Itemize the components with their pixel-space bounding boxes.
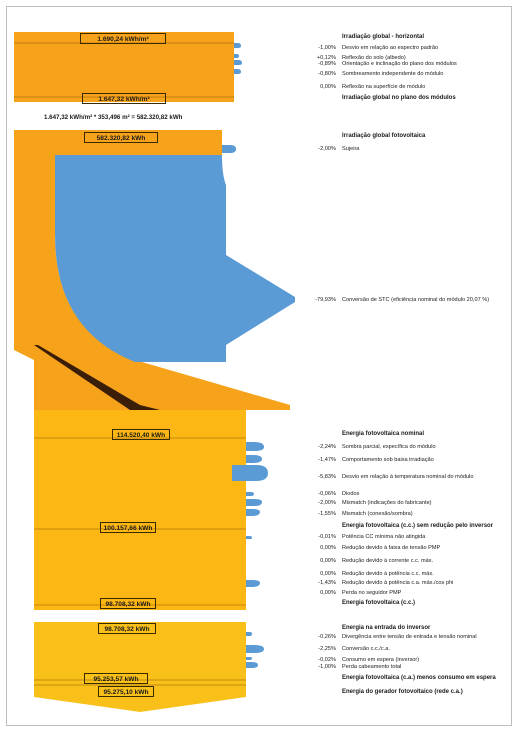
pct-row: -2,00% <box>318 146 336 152</box>
stc-conversion-loss <box>55 155 295 362</box>
value-box-global-horizontal: 1.690,24 kWh/m² <box>80 33 166 44</box>
header-dc-energy: Energia fotovoltaica (c.c.) <box>342 600 416 606</box>
pct-row: -0,89% <box>318 61 336 67</box>
label-row: Sombra parcial, específica do módulo <box>342 444 436 450</box>
pct-row: -1,55% <box>318 511 336 517</box>
label-row: Perda cabeamento total <box>342 664 402 670</box>
pct-row: -1,43% <box>318 580 336 586</box>
pct-row: -2,24% <box>318 444 336 450</box>
label-row: Desvio em relação ao espectro padrão <box>342 45 439 51</box>
irradiation-loss-arrows <box>234 43 242 74</box>
pct-row: -79,93% <box>315 297 336 303</box>
value-box-inverter-input: 98.708,32 kWh <box>98 623 156 634</box>
pct-row: 0,00% <box>320 590 336 596</box>
label-row: Potência CC mínima não atingida <box>342 534 426 540</box>
pct-row: -1,00% <box>318 45 336 51</box>
value-box-ac-minus-standby: 95.253,57 kWh <box>84 673 148 684</box>
label-row: Sujeira <box>342 146 360 152</box>
label-row: Comportamento sob baixa irradiação <box>342 457 434 463</box>
pct-row: -1,00% <box>318 664 336 670</box>
pct-row: -1,47% <box>318 457 336 463</box>
label-row: Conversão c.c./c.a. <box>342 646 390 652</box>
pct-row: 0,00% <box>320 84 336 90</box>
value-box-global-module-plane: 1.647,32 kWh/m² <box>82 93 166 104</box>
label-row: Orientação e inclinação do plano dos módulos <box>342 61 457 67</box>
label-row: Sombreamento independente do módulo <box>342 71 444 77</box>
header-nominal-energy: Energia fotovoltaica nominal <box>342 431 425 437</box>
inverter-loss-arrows <box>246 632 264 668</box>
label-row: Redução devido à faixa de tensão PMP <box>342 545 441 551</box>
label-row: Desvio em relação à temperatura nominal do módulo <box>342 474 474 480</box>
header-inverter-input: Energia na entrada do inversor <box>342 625 431 631</box>
value-box-pv-irradiation: 582.320,82 kWh <box>84 132 158 143</box>
pct-row: 0,00% <box>320 571 336 577</box>
pct-row: -2,25% <box>318 646 336 652</box>
label-row: Consumo em espera (inversor) <box>342 657 420 663</box>
soiling-arrow <box>222 145 236 153</box>
area-formula: 1.647,32 kWh/m² * 353,496 m² = 582.320,82 kWh <box>44 114 183 121</box>
pct-row: -0,06% <box>318 491 336 497</box>
pct-row: -0,02% <box>318 657 336 663</box>
stc-flow-top-fill <box>14 145 222 155</box>
label-row: Redução devido à corrente c.c. máx. <box>342 558 434 564</box>
value-box-dc-no-inverter-reduction: 100.157,66 kWh <box>100 522 156 533</box>
pct-row: -5,83% <box>318 474 336 480</box>
value-box-dc-energy: 98.708,32 kWh <box>100 598 156 609</box>
label-row: Reflexão na superfície de módulo <box>342 84 426 90</box>
header-global-horizontal: Irradiação global - horizontal <box>342 34 425 40</box>
label-row: Mismatch (conexão/sombra) <box>342 511 413 517</box>
header-global-module-plane: Irradiação global no plano dos módulos <box>342 95 456 101</box>
pct-row: +0,12% <box>316 55 336 61</box>
pct-row: 0,00% <box>320 558 336 564</box>
header-pv-irradiation: Irradiação global fotovoltaica <box>342 133 426 139</box>
pct-row: -0,26% <box>318 634 336 640</box>
header-grid-energy: Energia do gerador fotovoltaico (rede c.a.) <box>342 689 463 695</box>
label-row: Conversão de STC (eficiência nominal do módulo 20,07 %) <box>342 297 490 303</box>
pct-row: 0,00% <box>320 545 336 551</box>
pct-row: -0,80% <box>318 71 336 77</box>
inverter-energy-block <box>34 622 246 712</box>
label-row: Redução devido à potência c.a. máx./cos phi <box>342 580 454 586</box>
label-row: Redução devido à potência c.c. máx. <box>342 571 434 577</box>
value-box-grid-energy: 95.275,10 kWh <box>98 686 154 697</box>
header-dc-no-inverter-reduction: Energia fotovoltaica (c.c.) sem redução pelo inversor <box>342 523 494 529</box>
pct-row: -2,00% <box>318 500 336 506</box>
value-box-nominal-energy: 114.520,40 kWh <box>112 429 170 440</box>
label-row: Diodos <box>342 491 360 497</box>
label-row: Divergência entre tensão de entrada e tensão nominal <box>342 634 477 640</box>
label-row: Reflexão do solo (albedo) <box>342 55 406 61</box>
pct-row: -0,01% <box>318 534 336 540</box>
label-row: Perda no seguidor PMP <box>342 590 402 596</box>
header-ac-minus-standby: Energia fotovoltaica (c.a.) menos consumo em espera <box>342 675 496 681</box>
label-row: Mismatch (indicações do fabricante) <box>342 500 432 506</box>
